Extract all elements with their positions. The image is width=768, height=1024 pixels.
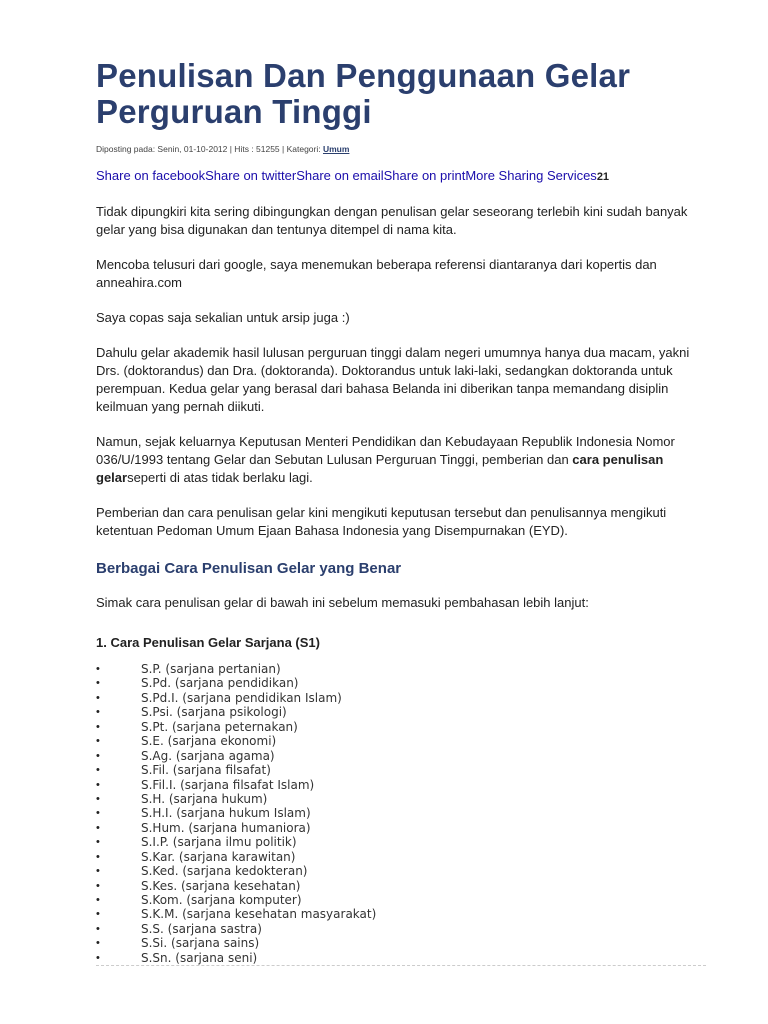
bullet-icon: • (96, 749, 100, 762)
bullet-icon: • (96, 691, 100, 704)
bullet-icon: • (96, 951, 100, 964)
bullet-icon: • (96, 879, 100, 892)
section-heading: Berbagai Cara Penulisan Gelar yang Benar (96, 560, 402, 577)
bullet-icon: • (96, 807, 100, 820)
list-item-text: S.Ked. (sarjana kedokteran) (141, 864, 308, 879)
list-item-text: S.Kar. (sarjana karawitan) (141, 849, 296, 864)
share-email-link[interactable]: Share on email (296, 168, 384, 183)
share-twitter-link[interactable]: Share on twitter (205, 168, 297, 183)
list-item-text: S.Pt. (sarjana peternakan) (141, 719, 298, 734)
list-item (96, 850, 708, 864)
paragraph-5-bold: cara penulisan gelar (96, 452, 664, 485)
share-bar (96, 168, 708, 183)
bullet-icon: • (96, 778, 100, 791)
post-meta (96, 144, 708, 154)
list-item-text: S.Hum. (sarjana humaniora) (141, 820, 311, 835)
bullet-icon: • (96, 836, 100, 849)
list-item-text: S.Si. (sarjana sains) (141, 936, 260, 951)
article (96, 58, 708, 965)
category-link[interactable]: Umum (322, 144, 350, 154)
list-item-text: S.E. (sarjana ekonomi) (141, 734, 277, 749)
bullet-icon: • (96, 865, 100, 878)
bullet-icon: • (96, 850, 100, 863)
list-item (96, 734, 708, 748)
subsection-heading-s1: 1. Cara Penulisan Gelar Sarjana (S1) (96, 635, 320, 650)
bullet-icon: • (96, 677, 100, 690)
list-item (96, 879, 708, 893)
list-item (96, 792, 708, 806)
list-item (96, 922, 708, 936)
list-item-text: S.K.M. (sarjana kesehatan masyarakat) (141, 907, 377, 922)
paragraph-5-text-b: seperti di atas tidak berlaku lagi. (127, 470, 313, 485)
list-item (96, 907, 708, 921)
bullet-icon: • (96, 720, 100, 733)
list-item (96, 821, 708, 835)
list-item-text: S.P. (sarjana pertanian) (141, 662, 281, 676)
bullet-icon: • (96, 908, 100, 921)
bullet-icon: • (96, 894, 100, 906)
bullet-icon: • (96, 821, 100, 834)
paragraph-5-text-a: Namun, sejak keluarnya Keputusan Menteri Pendidikan dan Kebudayaan Republik Indonesia Nomor 036/U/1993 tentang Gelar dan Sebutan Lulusan Perguruan Tinggi, pemberian dan (96, 434, 675, 467)
list-item-text: S.Fil.I. (sarjana filsafat Islam) (141, 777, 315, 792)
list-item (96, 864, 708, 878)
list-item-text: S.Kes. (sarjana kesehatan) (141, 878, 301, 893)
paragraph-1: Tidak dipungkiri kita sering dibingungkan dengan penulisan gelar seseorang terlebih kini sudah banyak gelar yang bisa digunakan dan tentunya ditempel di nama kita. (96, 204, 688, 237)
bullet-icon: • (96, 663, 100, 675)
paragraph-2: Mencoba telusuri dari google, saya menemukan beberapa referensi diantaranya dari kopertis dan anneahira.com (96, 257, 657, 290)
list-item (96, 835, 708, 849)
list-item-text: S.Psi. (sarjana psikologi) (141, 705, 287, 720)
list-item-text: S.S. (sarjana sastra) (141, 921, 262, 936)
post-meta-text: Diposting pada: Senin, 01-10-2012 | Hits : 51255 | Kategori: (96, 144, 323, 154)
list-item (96, 662, 708, 676)
bullet-icon: • (96, 706, 100, 719)
bullet-icon: • (96, 792, 100, 805)
list-item (96, 893, 708, 907)
bullet-icon: • (96, 937, 100, 950)
list-item-text: S.Fil. (sarjana filsafat) (141, 763, 271, 778)
list-item (96, 676, 708, 690)
bullet-icon: • (96, 764, 100, 777)
list-item-text: S.H. (sarjana hukum) (141, 791, 268, 806)
list-item (96, 749, 708, 763)
list-item-text: S.Sn. (sarjana seni) (141, 950, 258, 965)
paragraph-7: Simak cara penulisan gelar di bawah ini sebelum memasuki pembahasan lebih lanjut: (96, 595, 589, 610)
list-item-text: S.Pd.I. (sarjana pendidikan Islam) (141, 690, 342, 705)
bullet-icon: • (96, 922, 100, 935)
share-print-link[interactable]: Share on print (383, 168, 466, 183)
divider (96, 965, 706, 966)
page-title: Penulisan Dan Penggunaan Gelar Perguruan Tinggi (96, 57, 631, 130)
list-item-text: S.Kom. (sarjana komputer) (141, 893, 302, 907)
bullet-icon: • (96, 735, 100, 748)
paragraph-5 (96, 433, 708, 487)
list-item-text: S.H.I. (sarjana hukum Islam) (141, 806, 311, 821)
list-item-text: S.Ag. (sarjana agama) (141, 748, 275, 763)
paragraph-6: Pemberian dan cara penulisan gelar kini mengikuti keputusan tersebut dan penulisannya mengikuti ketentuan Pedoman Umum Ejaan Bahasa Indonesia yang Disempurnakan (EYD). (96, 505, 667, 538)
list-item (96, 720, 708, 734)
list-item (96, 705, 708, 719)
list-item (96, 763, 708, 777)
list-item (96, 936, 708, 950)
list-item (96, 806, 708, 820)
share-count: 21 (596, 171, 610, 183)
list-item-text: S.I.P. (sarjana ilmu politik) (141, 835, 297, 850)
degree-list (96, 662, 708, 965)
paragraph-4: Dahulu gelar akademik hasil lulusan perguruan tinggi dalam negeri umumnya hanya dua macam, yakni Drs. (doktorandus) dan Dra. (doktoranda). Doktorandus untuk laki-laki, sedangkan doktoranda untuk perempuan. Kedua gelar yang berasal dari bahasa Belanda ini diberikan tanpa memandang disiplin keilmuan yang pernah diikuti. (96, 345, 690, 414)
list-item-text: S.Pd. (sarjana pendidikan) (141, 676, 299, 691)
paragraph-3: Saya copas saja sekalian untuk arsip juga :) (96, 310, 350, 325)
share-facebook-link[interactable]: Share on facebook (96, 168, 206, 183)
more-sharing-link[interactable]: More Sharing Services (465, 168, 597, 183)
list-item (96, 691, 708, 705)
list-item (96, 778, 708, 792)
list-item (96, 951, 708, 965)
